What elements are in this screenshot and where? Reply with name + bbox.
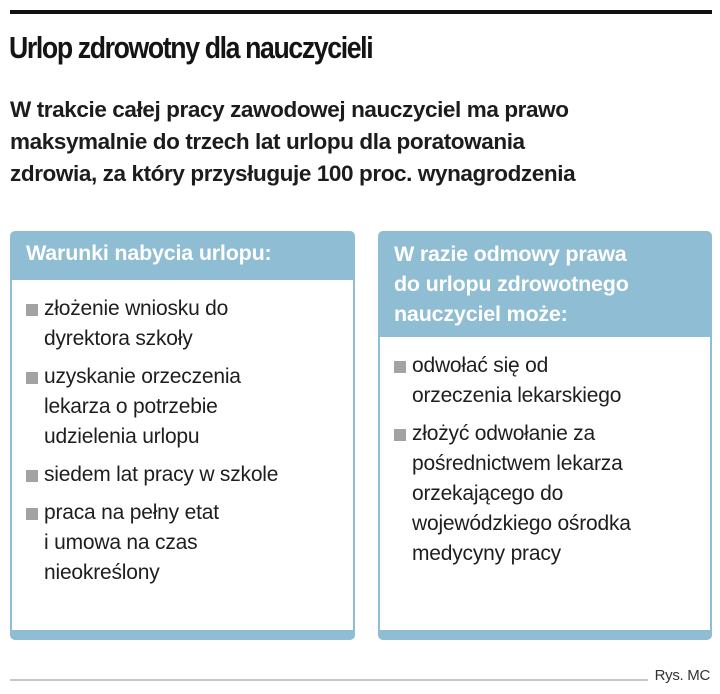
refusal-heading (380, 233, 710, 337)
lead-line: W trakcie całej pracy zawodowej nauczyciel ma prawo (10, 97, 569, 122)
list-item (394, 419, 702, 569)
item-line: odwołać się od (412, 354, 549, 377)
refusal-box (378, 231, 712, 640)
item-line: nieokreślony (44, 561, 160, 584)
refusal-list (380, 337, 710, 569)
conditions-heading: Warunki nabycia urlopu: (12, 233, 353, 280)
infographic-title: Urlop zdrowotny dla nauczycieli (9, 30, 373, 65)
list-item (26, 460, 345, 490)
item-line: siedem lat pracy w szkole (44, 463, 279, 486)
heading-line: nauczyciel może: (394, 302, 568, 326)
item-line: wojewódzkiego ośrodka (412, 512, 631, 535)
square-bullet-icon (26, 304, 38, 316)
item-line: medycyny pracy (412, 542, 561, 565)
conditions-list (12, 280, 353, 588)
credit: Rys. MC (654, 667, 710, 684)
list-item (394, 351, 702, 411)
top-rule (10, 10, 712, 14)
square-bullet-icon (26, 372, 38, 384)
lead-paragraph (10, 94, 720, 190)
square-bullet-icon (394, 361, 406, 373)
item-line: złożenie wniosku do (44, 297, 229, 320)
item-line: i umowa na czas (44, 531, 198, 554)
item-line: złożyć odwołanie za (412, 422, 595, 445)
conditions-box (10, 231, 355, 640)
square-bullet-icon (394, 429, 406, 441)
item-line: orzeczenia lekarskiego (412, 384, 622, 407)
footer-rule (10, 679, 648, 681)
item-line: pośrednictwem lekarza (412, 452, 623, 475)
square-bullet-icon (26, 470, 38, 482)
lead-line: maksymalnie do trzech lat urlopu dla poratowania (10, 129, 525, 154)
item-line: uzyskanie orzeczenia (44, 365, 241, 388)
list-item (26, 294, 345, 354)
heading-line: do urlopu zdrowotnego (394, 272, 629, 296)
item-line: udzielenia urlopu (44, 425, 200, 448)
heading-line: W razie odmowy prawa (394, 242, 627, 266)
list-item (26, 362, 345, 452)
item-line: orzekającego do (412, 482, 564, 505)
lead-line: zdrowia, za który przysługuje 100 proc. wynagrodzenia (10, 161, 576, 186)
item-line: lekarza o potrzebie (44, 395, 218, 418)
square-bullet-icon (26, 508, 38, 520)
list-item (26, 498, 345, 588)
item-line: dyrektora szkoły (44, 327, 193, 350)
item-line: praca na pełny etat (44, 501, 219, 524)
